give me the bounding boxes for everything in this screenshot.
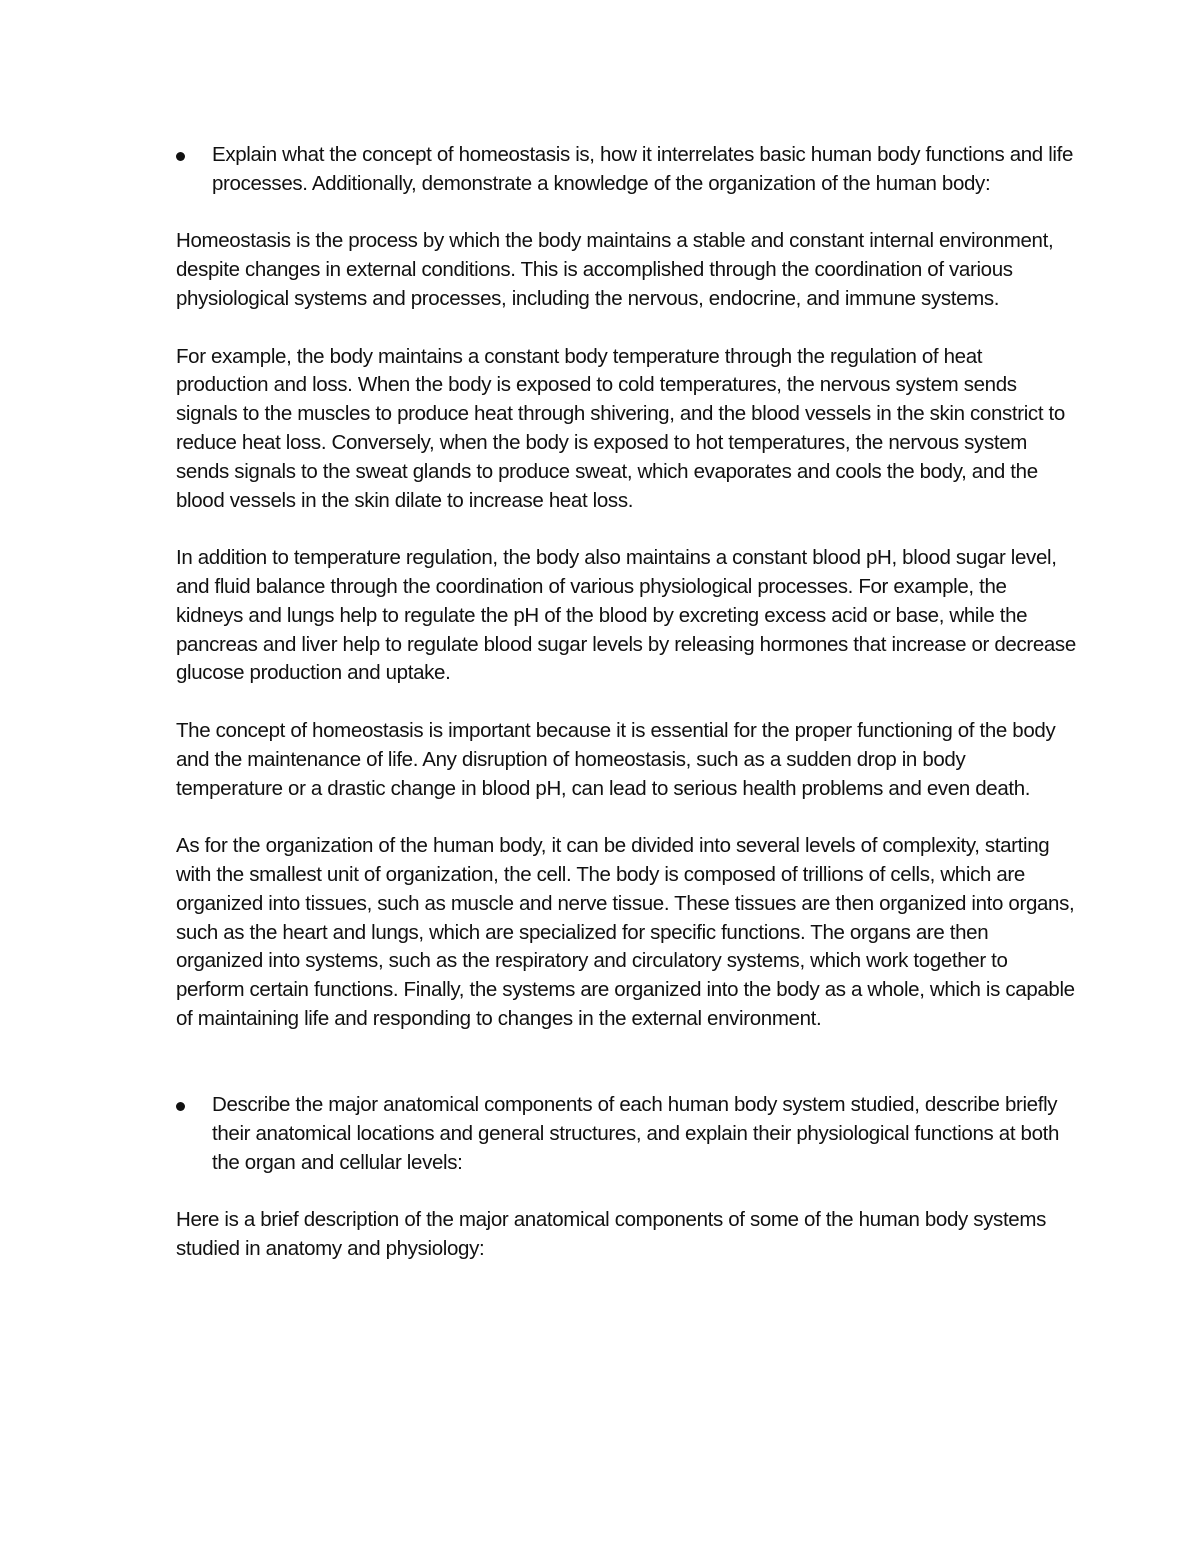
- paragraph: The concept of homeostasis is important because it is essential for the proper functioning of the body and the maintenance of life. Any disruption of homeostasis, such as a sudden drop in body temperature or a drastic change in blood pH, can lead to serious health problems and even death.: [176, 718, 1056, 800]
- bullet-text: Explain what the concept of homeostasis is, how it interrelates basic human body functions and life processes. Additionally, demonstrate a knowledge of the organization of the human body:: [212, 143, 1074, 195]
- paragraph: As for the organization of the human body, it can be divided into several levels of complexity, starting with the smallest unit of organization, the cell. The body is composed of trillions of cells, which are organized into tissues, such as muscle and nerve tissue. These tissues are then organized into organs, such as the heart and lungs, which are specialized for specific functions. The organs are then organized into systems, such as the respiratory and circulatory systems, which work together to perform certain functions. Finally, the systems are organized into the body as a whole, which is capable of maintaining life and responding to changes in the external environment.: [176, 834, 1075, 1030]
- paragraph: For example, the body maintains a constant body temperature through the regulation of heat production and loss. When the body is exposed to cold temperatures, the nervous system sends signals to the muscles to produce heat through shivering, and the blood vessels in the skin constrict to reduce heat loss. Conversely, when the body is exposed to hot temperatures, the nervous system sends signals to the sweat glands to produce sweat, which evaporates and cools the body, and the blood vessels in the skin dilate to increase heat loss.: [176, 344, 1065, 512]
- document-body: [176, 141, 1076, 1264]
- bullet-item-anatomical-components: [176, 1091, 1076, 1177]
- bullet-item-homeostasis: [176, 141, 1076, 199]
- paragraph: Homeostasis is the process by which the body maintains a stable and constant internal environment, despite changes in external conditions. This is accomplished through the coordination of various physiological systems and processes, including the nervous, endocrine, and immune systems.: [176, 229, 1054, 310]
- bullet-text: Describe the major anatomical components of each human body system studied, describe briefly their anatomical locations and general structures, and explain their physiological functions at both the organ and cellular levels:: [212, 1093, 1060, 1174]
- bullet-icon: [176, 1102, 185, 1111]
- paragraph: In addition to temperature regulation, the body also maintains a constant blood pH, blood sugar level, and fluid balance through the coordination of various physiological processes. For example, the kidneys and lungs help to regulate the pH of the blood by excreting excess acid or base, while the pancreas and liver help to regulate blood sugar levels by releasing hormones that increase or decrease glucose production and uptake.: [176, 546, 1076, 685]
- bullet-icon: [176, 152, 185, 161]
- paragraph: Here is a brief description of the major anatomical components of some of the human body systems studied in anatomy and physiology:: [176, 1208, 1046, 1261]
